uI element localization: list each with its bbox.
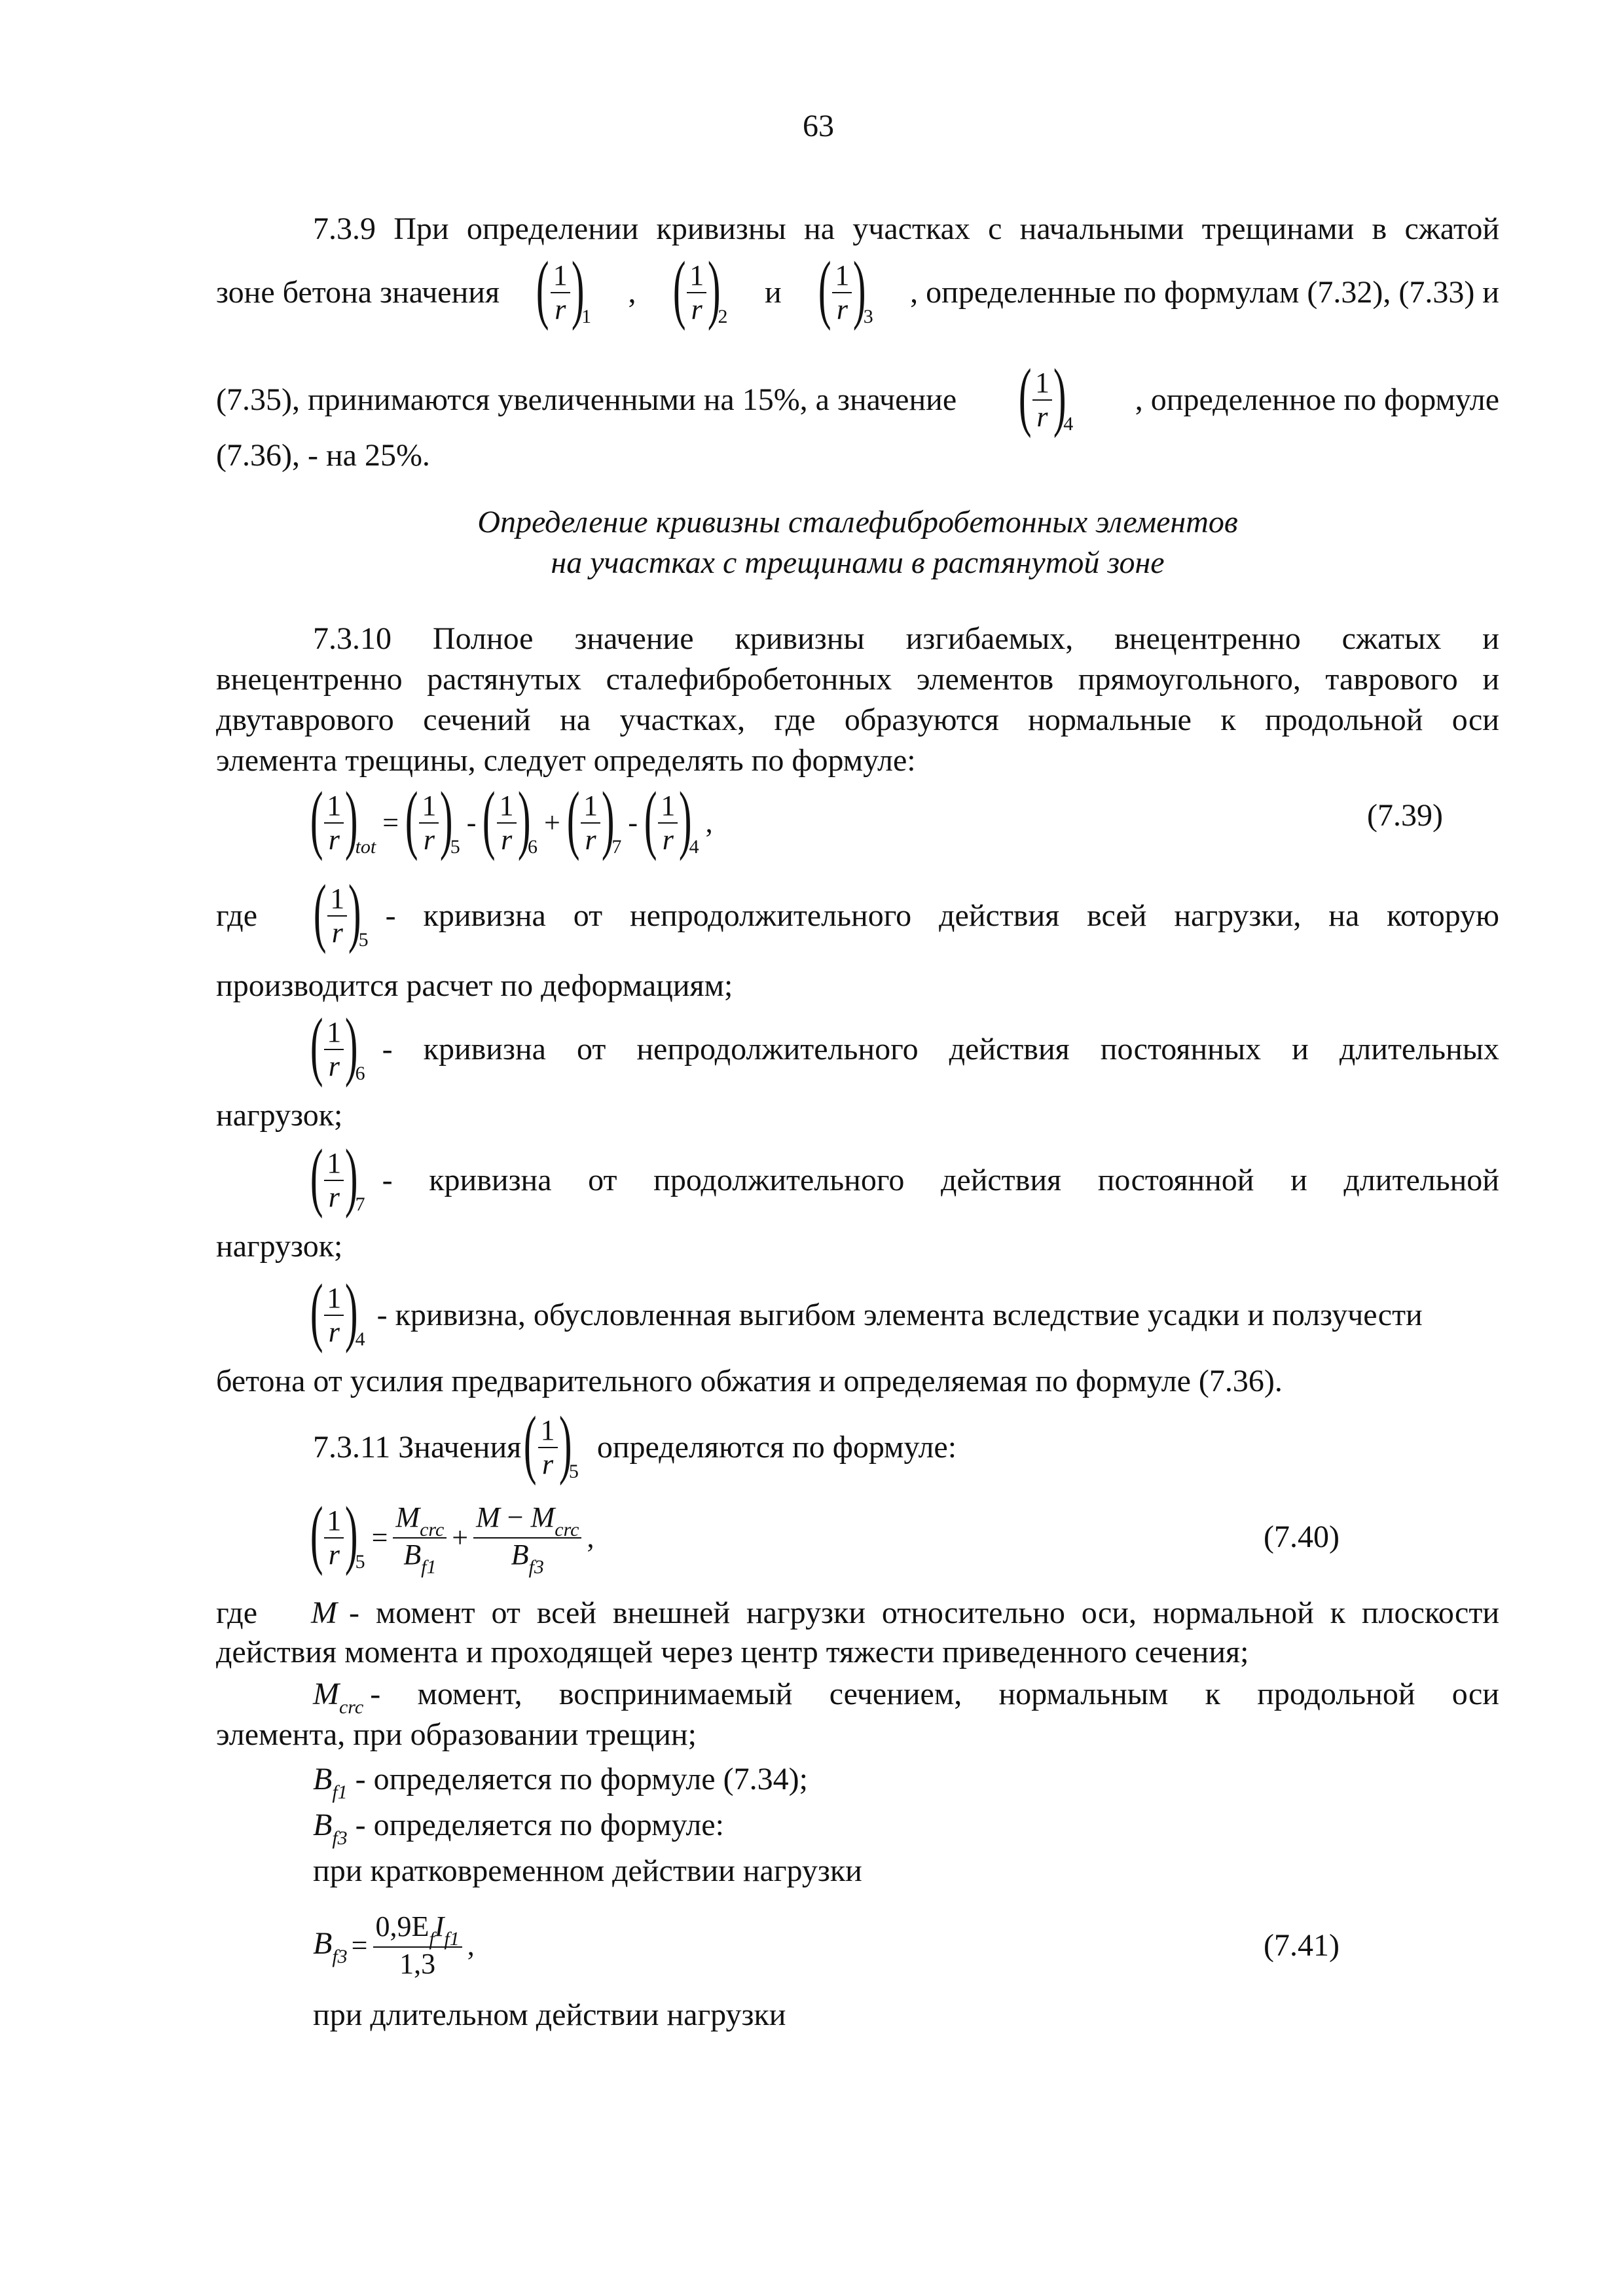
def7-text: - кривизна от продолжительного действия постоянной и длительной	[382, 1163, 1499, 1197]
p739-line3	[216, 353, 1499, 439]
page-number: 63	[803, 109, 834, 143]
curvature-5-def: ( $\frac{1}{r}$ ) 5	[313, 869, 369, 955]
p7311-start: 7.3.11 Значения	[313, 1430, 522, 1465]
def-Bf1-line: $B_{f1}$ - определяется по формуле (7.34);	[313, 1762, 808, 1803]
fraction-m-minus-mcrc-bf3: $\frac{M - M_{crc}}{B_{f3}}$	[473, 1501, 581, 1575]
curvature-1-r-4: ( $\frac{1}{r}$ ) 4	[1018, 353, 1074, 439]
def-Bf3-text: - определяется по формуле:	[355, 1808, 724, 1842]
def4-cont: бетона от усилия предварительного обжатия и определяемая по формуле (7.36).	[216, 1364, 1283, 1398]
curvature-1-r-1: ( $\frac{1}{r}$ ) 1	[536, 246, 592, 331]
where-label: где	[216, 898, 258, 933]
def7-line	[308, 1133, 1499, 1219]
equation-7-41: $B_{f3}$ = $\frac{0,9E_fI_{f1}}{1,3}$ ,	[313, 1910, 475, 1980]
p7311-line	[313, 1400, 957, 1486]
curvature-5-eq740: ( $\frac{1}{r}$ ) 5	[310, 1491, 365, 1576]
long-load-label: при длительном действии нагрузки	[313, 1997, 786, 2032]
def-Mcrc-line	[313, 1676, 1499, 1717]
def-Bf1-text: - определяется по формуле (7.34);	[355, 1762, 808, 1796]
def6-cont: нагрузок;	[216, 1098, 343, 1133]
def-M-cont: действия момента и проходящей через центр тяжести приведенного сечения;	[216, 1635, 1249, 1669]
curvature-1-r-2: ( $\frac{1}{r}$ ) 2	[672, 246, 728, 331]
curvature-6: ( $\frac{1}{r}$ ) 6	[483, 776, 538, 862]
def-M-line: где M - момент от всей внешней нагрузки относительно оси, нормальной к плоскости	[216, 1595, 1499, 1630]
section-heading-line2: на участках с трещинами в растянутой зоне	[551, 545, 1165, 580]
def-Mcrc-cont: элемента, при образовании трещин;	[216, 1717, 697, 1752]
equation-number-7-40: (7.40)	[1264, 1520, 1340, 1554]
def-Bf3-line: $B_{f3}$ - определяется по формуле:	[313, 1808, 724, 1849]
curvature-7: ( $\frac{1}{r}$ ) 7	[566, 776, 622, 862]
def5-line	[216, 869, 1499, 955]
curvature-4: ( $\frac{1}{r}$ ) 4	[644, 776, 699, 862]
def6-line	[308, 1002, 1499, 1088]
def-Mcrc-text: - момент, воспринимаемый сечением, нормальным к продольной оси	[370, 1677, 1499, 1711]
section-heading-line1: Определение кривизны сталефибробетонных элементов	[477, 505, 1238, 539]
fraction-mcrc-bf1: $\frac{M_{crc}}{B_{f1}}$	[393, 1501, 447, 1575]
p7310-line2: внецентренно растянутых сталефибробетонных элементов прямоугольного, таврового и	[216, 662, 1499, 697]
p739-line2-start: зоне бетона значения	[216, 275, 500, 310]
curvature-4-def: ( $\frac{1}{r}$ ) 4	[310, 1268, 365, 1354]
curvature-tot: ( $\frac{1}{r}$ ) tot	[310, 776, 376, 862]
def5-cont: производится расчет по деформациям;	[216, 968, 733, 1003]
p739-and: и	[764, 275, 782, 310]
curvature-5: ( $\frac{1}{r}$ ) 5	[405, 776, 460, 862]
p7310-line1: 7.3.10 Полное значение кривизны изгибаемых, внецентренно сжатых и	[313, 621, 1499, 656]
equation-7-40: ( $\frac{1}{r}$ ) 5 = $\frac{M_{crc}}{B_{f1}}$ + $\frac{M - M_{crc}}{B_{f3}}$ ,	[310, 1491, 594, 1578]
p7311-end: определяются по формуле:	[596, 1430, 957, 1465]
curvature-1-r-3: ( $\frac{1}{r}$ ) 3	[818, 246, 873, 331]
def-M-text: - момент от всей внешней нагрузки относительно оси, нормальной к плоскости	[348, 1595, 1499, 1630]
p739-line3-start: (7.35), принимаются увеличенными на 15%, а значение	[216, 382, 957, 417]
equation-number-7-41: (7.41)	[1264, 1928, 1340, 1963]
p7310-line3: двутаврового сечений на участках, где образуются нормальные к продольной оси	[216, 702, 1499, 737]
p7310-line4: элемента трещины, следует определять по формуле:	[216, 743, 916, 778]
p739-line3-end: , определенное по формуле	[1135, 382, 1499, 417]
curvature-5-p7311: ( $\frac{1}{r}$ ) 5	[524, 1400, 579, 1486]
fraction-09EfIf1-13: $\frac{0,9E_fI_{f1}}{1,3}$	[373, 1910, 462, 1980]
p739-line2-end: , определенные по формулам (7.32), (7.33) и	[910, 275, 1499, 310]
var-Mcrc: $M_{crc}$	[313, 1677, 364, 1718]
equation-number-7-39: (7.39)	[1367, 798, 1443, 833]
equation-7-39: ( $\frac{1}{r}$ ) tot = ( $\frac{1}{r}$ ) 5 - ( $\frac{1}{r}$ ) 6 + ( $\frac{1}{r}$ ) 7 - ( $\frac{1}{r}$ ) 4 ,	[310, 776, 713, 862]
p739-line4: (7.36), - на 25%.	[216, 438, 430, 473]
def5-text: - кривизна от непродолжительного действия всей нагрузки, на которую	[385, 898, 1499, 933]
curvature-6-def: ( $\frac{1}{r}$ ) 6	[310, 1002, 365, 1088]
p739-line2: зоне бетона значения ( $\frac{1}{r}$ ) 1 , ( $\frac{1}{r}$ ) 2 и ( $\frac{1}{r}$ ) 3 , определенные по формулам (7.32), (7.33) и	[216, 246, 1499, 331]
curvature-7-def: ( $\frac{1}{r}$ ) 7	[310, 1133, 365, 1219]
def4-text: - кривизна, обусловленная выгибом элемента вследствие усадки и ползучести	[376, 1298, 1423, 1332]
short-load-label: при кратковременном действии нагрузки	[313, 1853, 862, 1888]
def4-line	[308, 1268, 1499, 1354]
p739-line1: 7.3.9 При определении кривизны на участках с начальными трещинами в сжатой	[313, 211, 1499, 246]
var-M: M	[311, 1595, 337, 1630]
def7-cont: нагрузок;	[216, 1229, 343, 1264]
def6-text: - кривизна от непродолжительного действия постоянных и длительных	[382, 1032, 1499, 1066]
